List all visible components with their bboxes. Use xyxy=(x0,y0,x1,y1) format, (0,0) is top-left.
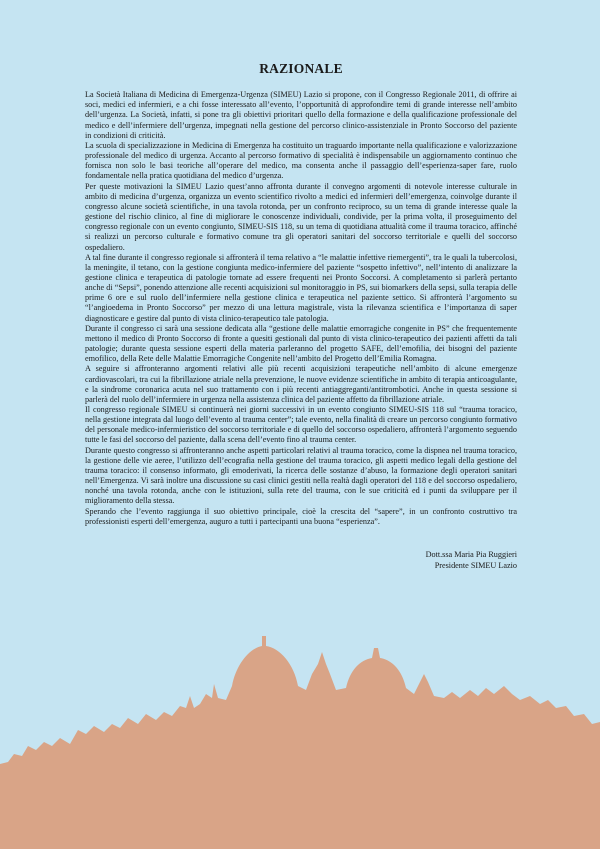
signature-role: Presidente SIMEU Lazio xyxy=(434,560,517,570)
paragraph-intro: La Società Italiana di Medicina di Emergenza-Urgenza (SIMEU) Lazio si propone, con il Congresso Regionale 2011, di offrire ai soci, medici ed infermieri, e a chi fosse interessato all’evento, l’opportunità di approfondire temi di grande interesse nell’ambito dell’urgenza. La Società, infatti, si pone tra gli obiettivi prioritari quello della formazione e della qualificazione professionale del medico e dell’infermiere dell’urgenza, impegnati nella gestione del percorso clinico-assistenziale in Pronto Soccorso del paziente in condizioni di criticità. xyxy=(85,90,517,140)
paragraph-motivations: Per queste motivazioni la SIMEU Lazio quest’anno affronta durante il convegno argomenti di notevole interesse culturale in ambito di medicina d’urgenza, organizza un evento scientifico rivolto a medici ed infermieri dell’emergenza, coinvolge durante il congresso alcune società scientifiche, in una tavola rotonda, per un confronto reciproco, su un tema di grande interesse quale la gestione del rischio clinico, al fine di migliorare le conoscenze individuali, condivide, per la prima volta, il proseguimento del congresso regionale con un evento congiunto, SIMEU-SIS 118, su un tema di quotidiana attualità come il trauma toracico, affinché si realizzi un percorso culturale e formativo comune tra gli operatori sanitari del soccorso territoriale e quelli del soccorso ospedaliero. xyxy=(85,181,517,252)
city-skyline-silhouette-icon xyxy=(0,634,600,849)
signature-block xyxy=(85,549,517,571)
page-title: RAZIONALE xyxy=(259,61,343,76)
document-body xyxy=(85,61,517,571)
paragraph-specialization: La scuola di specializzazione in Medicina di Emergenza ha costituito un traguardo importante nella qualificazione e valorizzazione professionale del medico di urgenza. Accanto al percorso formativo di specialità è indispensabile un aggiornamento continuo che fornisca non solo le basi teoriche all’operare del medico, ma consenta anche il passaggio dell’esperienza-saper fare, ruolo fondamentale nella pratica quotidiana del medico d’urgenza. xyxy=(85,140,517,181)
signature-name: Dott.ssa Maria Pia Ruggieri xyxy=(425,549,517,559)
paragraph-hemorrhagic-diseases: Durante il congresso ci sarà una sessione dedicata alla “gestione delle malattie emorragiche congenite in PS” che frequentemente mettono il medico di Pronto Soccorso di fronte a quesiti gestionali dal punto di vista clinico-terapeutico dei pazienti affetti da tali patologie; durante questa sessione esperti della materia parleranno del progetto SAFE, dell’emofilia, dei bisogni del paziente emofilico, della Rete delle Malattie Emorragiche Congenite nell’ambito del Progetto dell’Emilia Romagna. xyxy=(85,323,517,364)
paragraph-closing: Sperando che l’evento raggiunga il suo obiettivo principale, cioè la crescita del “sapere”, in un confronto costruttivo tra professionisti esperti dell’emergenza, auguro a tutti i partecipanti una buona “esperienza”. xyxy=(85,506,517,526)
paragraph-cardiovascular: A seguire si affronteranno argomenti relativi alle più recenti acquisizioni terapeutiche nell’ambito di alcune emergenze cardiovascolari, tra cui la fibrillazione atriale nella prevenzione, le nuove evidenze scientifiche in ambito di terapia anticoagulante, e la sindrome coronarica acuta nel suo trattamento con i più recenti antiaggreganti/antitrombotici. Anche in questa sessione si parlerà del ruolo dell’infermiere in urgenza nella assistenza clinica del paziente affetto da fibrillazione atriale. xyxy=(85,364,517,404)
paragraph-infectious-diseases: A tal fine durante il congresso regionale si affronterà il tema relativo a “le malattie infettive riemergenti”, tra le quali la tubercolosi, la meningite, il tetano, con la gestione congiunta medico-infermiere del paziente “sospetto infettivo”, nell’intento di analizzare la gestione clinica e terapeutica di patologie tornate ad essere frequenti nei Pronto Soccorsi. A completamento si parlerà pertanto anche di “Sepsi”, ponendo attenzione alle recenti acquisizioni sul monitoraggio in PS, sui biomarkers della sepsi, sulla terapia delle prime 6 ore e sul ruolo dell’infermiere nella gestione clinica e terapeutica nel paziente settico. Si affronterà l’argomento su “l’angioedema in Pronto Soccorso” per mezzo di una lettura magistrale, vista la rilevanza scientifica e l’importanza di saper diagnosticare e gestire dal punto di vista clinico-terapeutico tale patologia. xyxy=(85,252,517,323)
paragraph-thoracic-trauma: Durante questo congresso si affronteranno anche aspetti particolari relativi al trauma toracico, come la dispnea nel trauma toracico, la gestione delle vie aeree, l’utilizzo dell’ecografia nella gestione del trauma toracico, gli aspetti medico legali della gestione del trauma toracico: il consenso informato, gli emoderivati, la ricerca delle sostanze d’abuso, la formazione degli operatori sanitari nell’Emergenza. Vi sarà inoltre una discussione su casi clinici gestiti nella realtà dagli operatori del 118 e del soccorso ospedaliero, nonché una tavola rotonda, anche con le istituzioni, sulla rete del trauma, con le sue criticità ed i punti da sviluppare per il miglioramento della stessa. xyxy=(85,445,517,506)
paragraph-joint-event: Il congresso regionale SIMEU si continuerà nei giorni successivi in un evento congiunto SIMEU-SIS 118 sul “trauma toracico, nella gestione integrata dal luogo dell’evento al trauma center”; tale evento, nella finalità di creare un percorso congiunto formativo del personale medico-infermieristico del soccorso territoriale e di quello del soccorso ospedaliero, affronterà l’argomento seguendo tutte le fasi del soccorso del paziente, dalla scena dell’evento fino al trauma center. xyxy=(85,405,517,445)
